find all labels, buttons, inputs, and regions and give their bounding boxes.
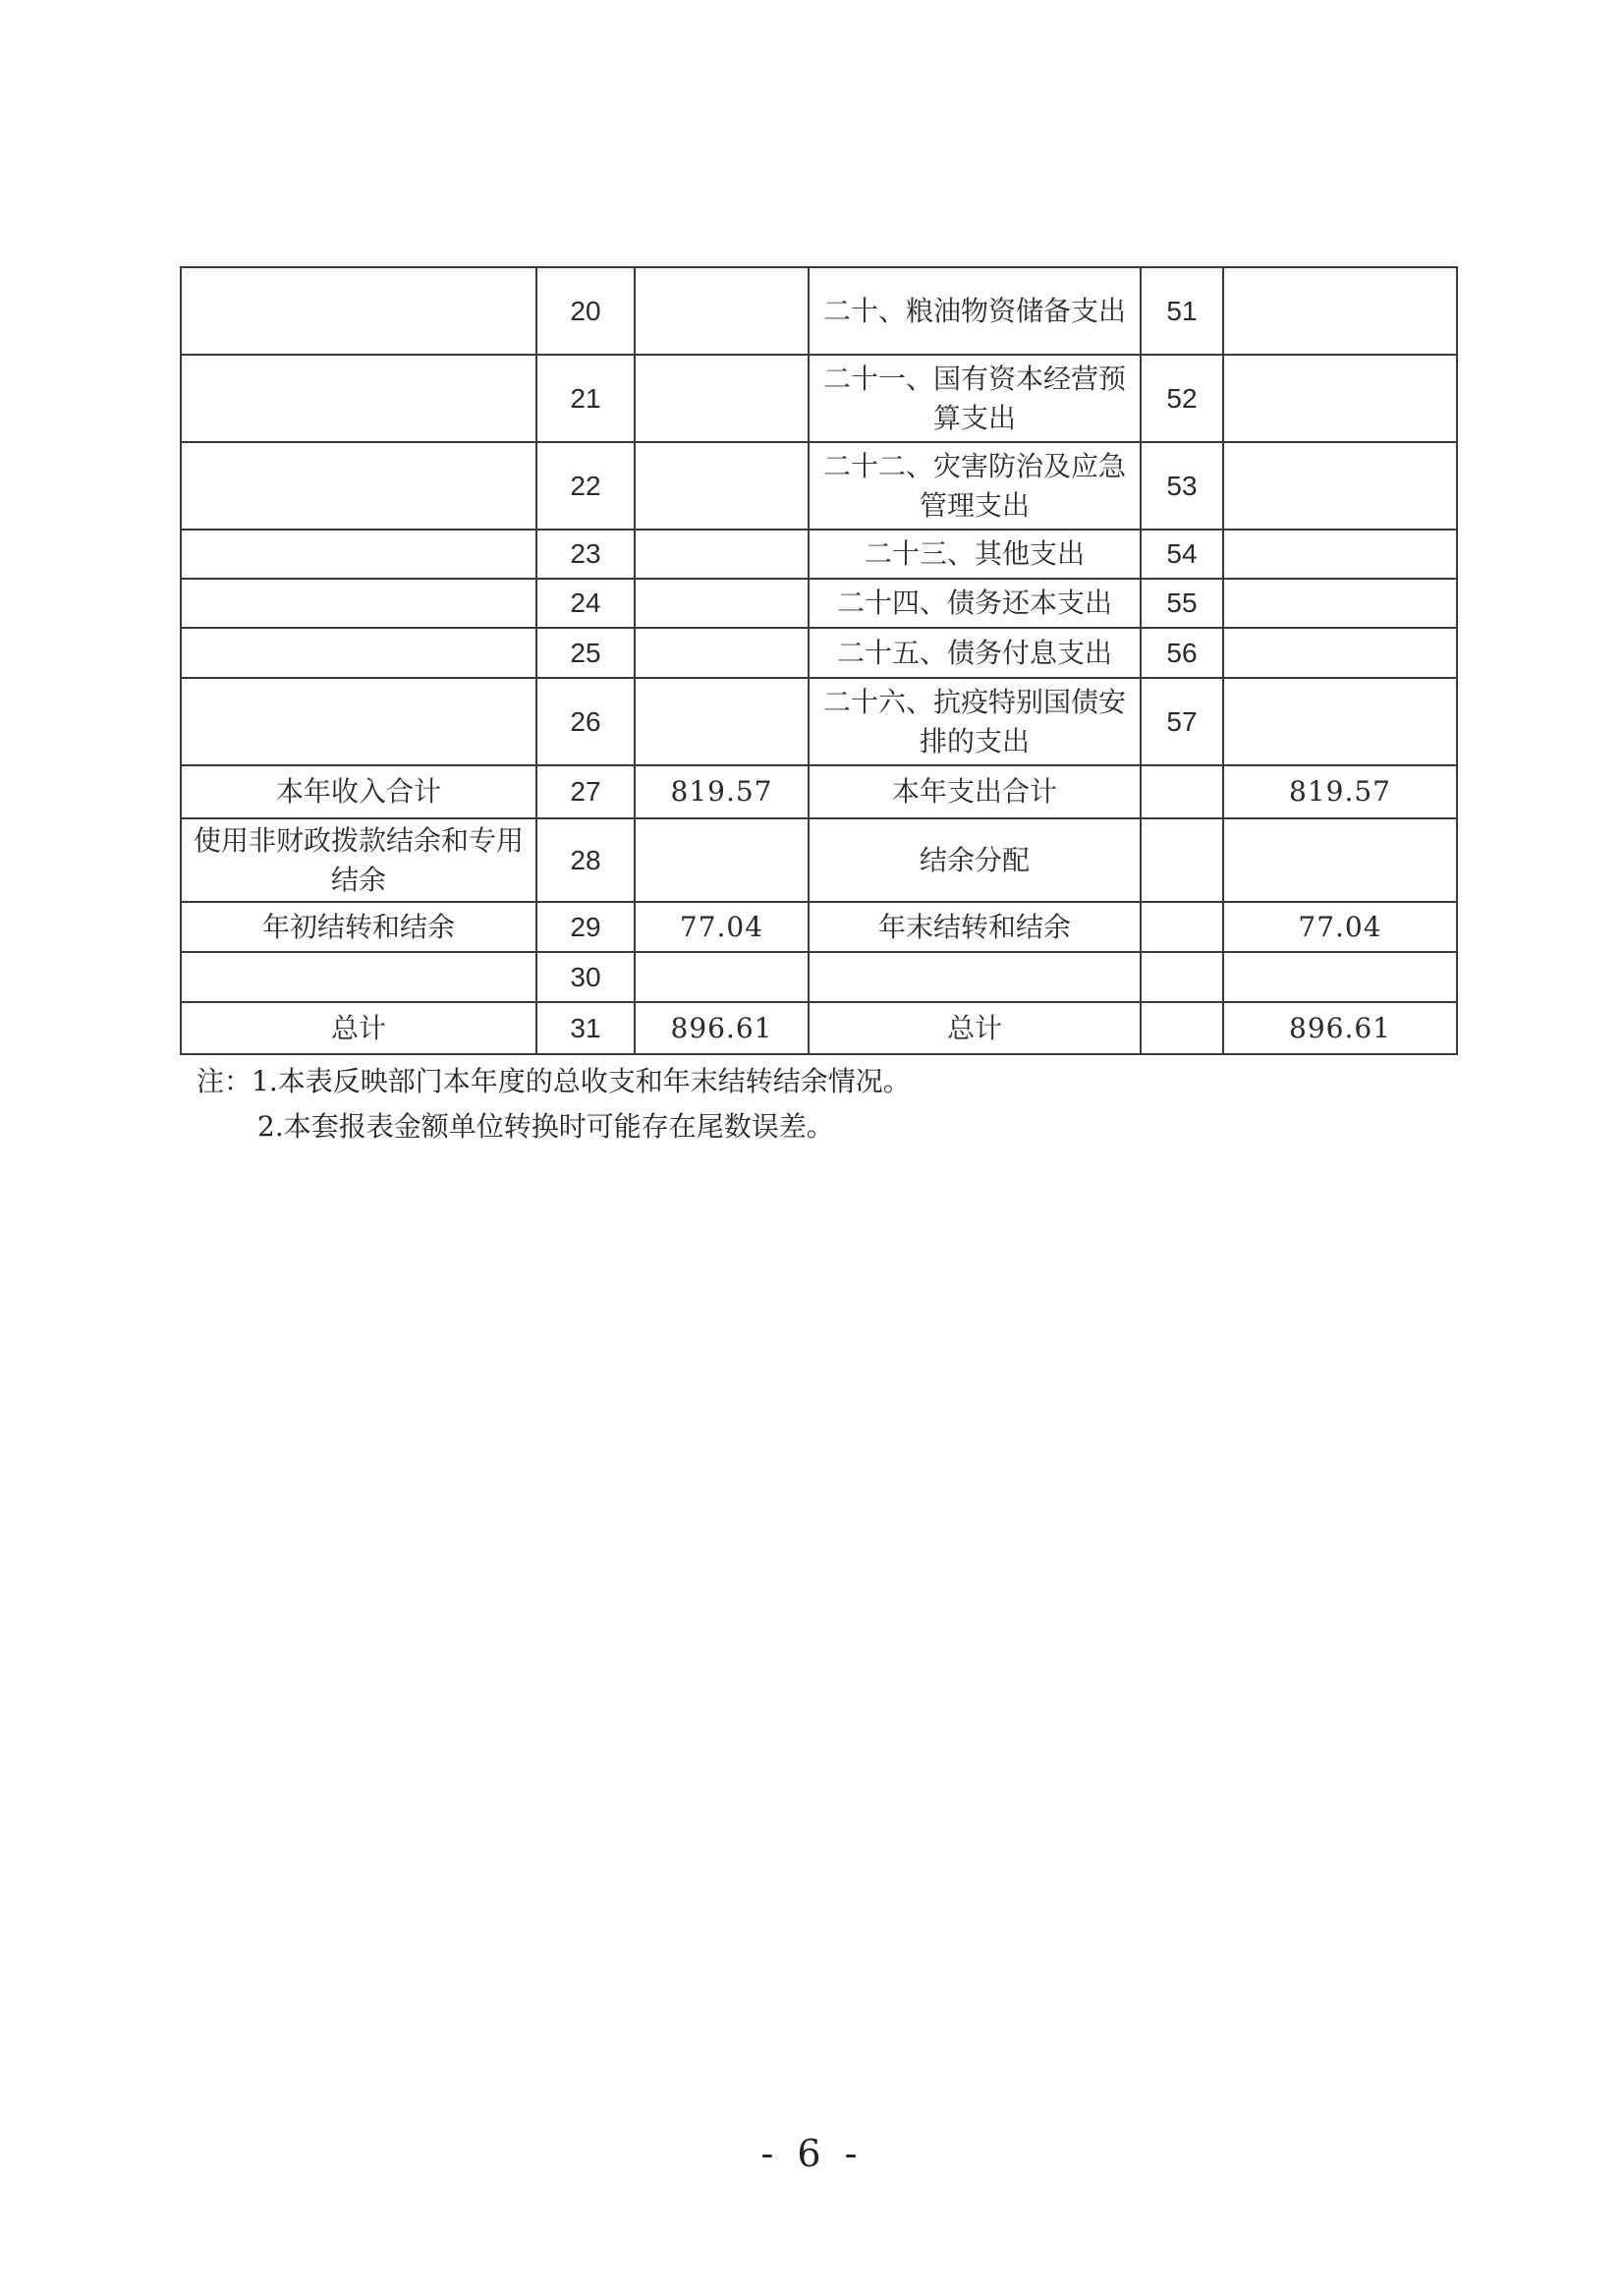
left-row-number: 23 <box>536 530 635 579</box>
left-row-number: 27 <box>536 765 635 818</box>
table-row <box>181 579 1457 628</box>
left-label-cell: 使用非财政拨款结余和专用结余 <box>181 818 536 902</box>
left-amount-cell <box>635 818 809 902</box>
left-label-cell <box>181 442 536 530</box>
right-row-number: 53 <box>1141 442 1223 530</box>
left-label-cell <box>181 678 536 765</box>
right-amount-cell <box>1223 267 1457 355</box>
left-amount-cell <box>635 678 809 765</box>
right-row-number <box>1141 818 1223 902</box>
table-row <box>181 818 1457 902</box>
note-line-2: 2.本套报表金额单位转换时可能存在尾数误差。 <box>257 1110 834 1143</box>
left-row-number: 22 <box>536 442 635 530</box>
right-amount-cell: 819.57 <box>1223 765 1457 818</box>
left-label-cell: 本年收入合计 <box>181 765 536 818</box>
left-row-number: 28 <box>536 818 635 902</box>
left-row-number: 24 <box>536 579 635 628</box>
left-amount-cell <box>635 267 809 355</box>
right-amount-cell <box>1223 628 1457 678</box>
left-amount-cell <box>635 355 809 442</box>
table-row <box>181 628 1457 678</box>
right-label-cell: 二十六、抗疫特别国债安排的支出 <box>809 678 1141 765</box>
right-row-number <box>1141 1002 1223 1054</box>
right-label-cell: 二十、粮油物资储备支出 <box>809 267 1141 355</box>
left-row-number: 21 <box>536 355 635 442</box>
right-row-number <box>1141 765 1223 818</box>
table-row <box>181 1002 1457 1054</box>
right-label-cell: 结余分配 <box>809 818 1141 902</box>
left-amount-cell <box>635 952 809 1002</box>
left-label-cell <box>181 579 536 628</box>
left-label-cell <box>181 628 536 678</box>
right-label-cell: 二十一、国有资本经营预算支出 <box>809 355 1141 442</box>
table-row <box>181 765 1457 818</box>
left-amount-cell <box>635 442 809 530</box>
left-row-number: 30 <box>536 952 635 1002</box>
left-row-number: 29 <box>536 902 635 952</box>
page-number: - 6 - <box>760 2132 864 2175</box>
left-row-number: 31 <box>536 1002 635 1054</box>
left-row-number: 25 <box>536 628 635 678</box>
right-label-cell: 总计 <box>809 1002 1141 1054</box>
left-row-number: 26 <box>536 678 635 765</box>
table-row <box>181 902 1457 952</box>
right-label-cell <box>809 952 1141 1002</box>
left-label-cell <box>181 952 536 1002</box>
left-amount-cell <box>635 530 809 579</box>
right-amount-cell <box>1223 678 1457 765</box>
left-amount-cell <box>635 628 809 678</box>
right-label-cell: 二十二、灾害防治及应急管理支出 <box>809 442 1141 530</box>
table-row <box>181 267 1457 355</box>
left-row-number: 20 <box>536 267 635 355</box>
right-amount-cell <box>1223 818 1457 902</box>
left-label-cell: 总计 <box>181 1002 536 1054</box>
left-label-cell <box>181 355 536 442</box>
right-row-number: 55 <box>1141 579 1223 628</box>
right-amount-cell <box>1223 442 1457 530</box>
right-label-cell: 二十五、债务付息支出 <box>809 628 1141 678</box>
right-amount-cell <box>1223 355 1457 442</box>
left-label-cell: 年初结转和结余 <box>181 902 536 952</box>
right-row-number: 51 <box>1141 267 1223 355</box>
left-amount-cell: 77.04 <box>635 902 809 952</box>
right-row-number <box>1141 952 1223 1002</box>
right-row-number <box>1141 902 1223 952</box>
table-row <box>181 442 1457 530</box>
table-row <box>181 530 1457 579</box>
budget-table <box>180 266 1458 1055</box>
left-amount-cell: 896.61 <box>635 1002 809 1054</box>
table-row <box>181 952 1457 1002</box>
left-amount-cell <box>635 579 809 628</box>
table-notes <box>196 1059 911 1149</box>
right-row-number: 54 <box>1141 530 1223 579</box>
right-label-cell: 本年支出合计 <box>809 765 1141 818</box>
table-row <box>181 355 1457 442</box>
left-label-cell <box>181 530 536 579</box>
right-row-number: 57 <box>1141 678 1223 765</box>
right-amount-cell <box>1223 530 1457 579</box>
right-amount-cell <box>1223 579 1457 628</box>
right-row-number: 52 <box>1141 355 1223 442</box>
right-label-cell: 二十三、其他支出 <box>809 530 1141 579</box>
right-label-cell: 二十四、债务还本支出 <box>809 579 1141 628</box>
left-label-cell <box>181 267 536 355</box>
note-line-1: 注：1.本表反映部门本年度的总收支和年末结转结余情况。 <box>196 1065 911 1097</box>
right-row-number: 56 <box>1141 628 1223 678</box>
table-row <box>181 678 1457 765</box>
right-amount-cell <box>1223 952 1457 1002</box>
right-label-cell: 年末结转和结余 <box>809 902 1141 952</box>
right-amount-cell: 896.61 <box>1223 1002 1457 1054</box>
left-amount-cell: 819.57 <box>635 765 809 818</box>
right-amount-cell: 77.04 <box>1223 902 1457 952</box>
